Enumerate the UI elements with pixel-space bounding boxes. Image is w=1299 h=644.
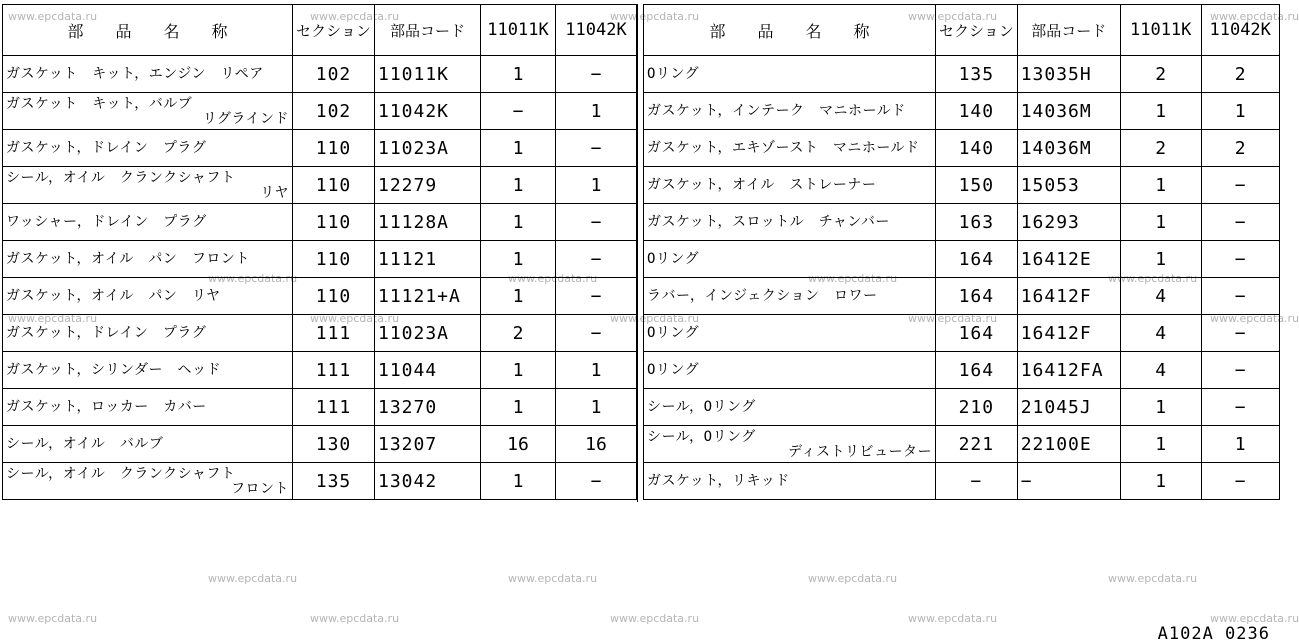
part-name (3, 278, 293, 315)
part-name (644, 278, 936, 315)
table-row (3, 204, 637, 241)
qty-11011k: 1 (1120, 167, 1201, 204)
table-row (644, 389, 1280, 426)
qty-11042k: − (556, 315, 637, 352)
part-code: 11023A (375, 130, 481, 167)
table-row (644, 204, 1280, 241)
section-number: 135 (293, 463, 375, 500)
part-name-line1: ガスケット，シリンダー ヘッド (6, 362, 221, 378)
qty-11042k: 1 (556, 167, 637, 204)
part-name (3, 463, 293, 500)
qty-11042k: − (556, 241, 637, 278)
part-name (644, 204, 936, 241)
watermark-text: www.epcdata.ru (508, 572, 598, 585)
part-name-line1: ガスケット，インテーク マニホールド (647, 103, 906, 119)
table-row (644, 278, 1280, 315)
part-name-line1: Oリング (647, 66, 700, 82)
part-code: 16412F (1017, 278, 1120, 315)
part-name-line1: ガスケット キット，バルブ (6, 95, 193, 112)
part-name (644, 315, 936, 352)
right-header-row (644, 5, 1280, 56)
drawing-reference: A102A 0236 (1157, 624, 1270, 644)
watermark-text: www.epcdata.ru (8, 10, 98, 23)
part-code: 11011K (375, 56, 481, 93)
section-number: 110 (293, 204, 375, 241)
section-number: 164 (936, 352, 1018, 389)
part-name (3, 130, 293, 167)
part-name (3, 167, 293, 204)
part-name (644, 426, 936, 463)
part-name-line1: ガスケット，オイル パン フロント (6, 251, 250, 267)
watermark-text: www.epcdata.ru (908, 612, 998, 625)
part-name-line1: ラバー，インジェクション ロワー (647, 288, 878, 304)
qty-11011k: 1 (1120, 389, 1201, 426)
part-code: 14036M (1017, 93, 1120, 130)
part-code: 21045J (1017, 389, 1120, 426)
table-row (3, 241, 637, 278)
watermark-text: www.epcdata.ru (1108, 272, 1198, 285)
table-row (3, 167, 637, 204)
table-row (3, 278, 637, 315)
part-code: 14036M (1017, 130, 1120, 167)
section-number: 164 (936, 241, 1018, 278)
part-code: 16412F (1017, 315, 1120, 352)
part-name-line1: Oリング (647, 325, 700, 341)
part-code: 13035H (1017, 56, 1120, 93)
table-row (3, 426, 637, 463)
part-name-line1: ガスケット キット，エンジン リペア (6, 66, 264, 82)
part-name (3, 241, 293, 278)
section-number: 110 (293, 241, 375, 278)
part-code: 11042K (375, 93, 481, 130)
qty-11011k: 1 (481, 278, 556, 315)
section-number: 210 (936, 389, 1018, 426)
section-number: 110 (293, 130, 375, 167)
table-row (644, 93, 1280, 130)
part-name-line1: Oリング (647, 251, 700, 267)
part-name-line1: Oリング (647, 362, 700, 378)
part-code: 11128A (375, 204, 481, 241)
qty-11042k: 1 (556, 352, 637, 389)
part-name-line1: ガスケット，オイル パン リヤ (6, 288, 221, 304)
part-name-line1: ワッシャー，ドレイン プラグ (6, 214, 207, 230)
table-row (644, 426, 1280, 463)
watermark-text: www.epcdata.ru (508, 272, 598, 285)
qty-11042k: 1 (1201, 93, 1279, 130)
qty-11042k: 2 (1201, 56, 1279, 93)
qty-11042k: 1 (556, 389, 637, 426)
table-row (3, 389, 637, 426)
qty-11042k: − (556, 463, 637, 500)
qty-11042k: 2 (1201, 130, 1279, 167)
part-code: 12279 (375, 167, 481, 204)
qty-11011k: 2 (1120, 130, 1201, 167)
qty-11042k: − (556, 130, 637, 167)
table-row (644, 463, 1280, 500)
part-name-line1: シール，オイル クランクシャフト (6, 465, 236, 482)
part-name (3, 93, 293, 130)
qty-11011k: 1 (1120, 241, 1201, 278)
table-row (3, 56, 637, 93)
part-code: 13270 (375, 389, 481, 426)
qty-11042k: − (1201, 278, 1279, 315)
watermark-text: www.epcdata.ru (310, 10, 400, 23)
part-name (3, 352, 293, 389)
header-section: セクション (293, 5, 375, 56)
watermark-text: www.epcdata.ru (1210, 612, 1299, 625)
qty-11011k: 4 (1120, 352, 1201, 389)
section-number: 102 (293, 56, 375, 93)
qty-11042k: − (556, 204, 637, 241)
part-name-line1: ガスケット，ドレイン プラグ (6, 140, 207, 156)
table-row (644, 315, 1280, 352)
part-code: 11044 (375, 352, 481, 389)
section-number: 140 (936, 130, 1018, 167)
qty-11042k: − (1201, 167, 1279, 204)
part-name (3, 315, 293, 352)
part-name-line1: ガスケット，ドレイン プラグ (6, 325, 207, 341)
table-row (3, 93, 637, 130)
section-number: 110 (293, 278, 375, 315)
part-name (644, 241, 936, 278)
part-code: 15053 (1017, 167, 1120, 204)
table-row (3, 130, 637, 167)
part-name-line1: ガスケット，オイル ストレーナー (647, 177, 877, 193)
part-code: 16412FA (1017, 352, 1120, 389)
watermark-text: www.epcdata.ru (1108, 572, 1198, 585)
part-name (644, 56, 936, 93)
part-name (644, 352, 936, 389)
watermark-text: www.epcdata.ru (208, 272, 298, 285)
part-code: 11121+A (375, 278, 481, 315)
qty-11042k: − (1201, 389, 1279, 426)
part-name (644, 389, 936, 426)
qty-11011k: 1 (1120, 463, 1201, 500)
part-name-line1: シール，Oリング (647, 428, 756, 445)
section-number: 221 (936, 426, 1018, 463)
part-name (644, 130, 936, 167)
part-name-line1: シール，オイル バルブ (6, 436, 164, 452)
qty-11042k: − (1201, 241, 1279, 278)
part-name (644, 93, 936, 130)
qty-11042k: − (1201, 463, 1279, 500)
qty-11042k: 1 (1201, 426, 1279, 463)
qty-11011k: 16 (481, 426, 556, 463)
qty-11011k: 2 (1120, 56, 1201, 93)
part-code: 13207 (375, 426, 481, 463)
qty-11011k: 1 (481, 352, 556, 389)
part-name (644, 167, 936, 204)
header-kit-11011k: 11011K (481, 5, 556, 56)
table-row (644, 352, 1280, 389)
watermark-text: www.epcdata.ru (908, 10, 998, 23)
qty-11042k: − (556, 56, 637, 93)
qty-11011k: − (481, 93, 556, 130)
qty-11011k: 1 (1120, 204, 1201, 241)
part-code: 11121 (375, 241, 481, 278)
qty-11011k: 1 (481, 56, 556, 93)
part-code: 16412E (1017, 241, 1120, 278)
right-parts-table (643, 4, 1280, 500)
watermark-text: www.epcdata.ru (310, 312, 400, 325)
part-name-line1: ガスケット，ロッカー カバー (6, 399, 207, 415)
table-row (644, 167, 1280, 204)
table-row (3, 352, 637, 389)
qty-11011k: 1 (1120, 426, 1201, 463)
header-kit-11042k: 11042K (1201, 5, 1279, 56)
watermark-text: www.epcdata.ru (1210, 10, 1299, 23)
section-number: 111 (293, 315, 375, 352)
qty-11042k: 1 (556, 93, 637, 130)
watermark-text: www.epcdata.ru (908, 312, 998, 325)
part-code: 22100E (1017, 426, 1120, 463)
watermark-text: www.epcdata.ru (808, 272, 898, 285)
part-name-line1: ガスケット，リキッド (647, 473, 790, 489)
column-divider (637, 4, 638, 502)
part-name (3, 56, 293, 93)
section-number: 111 (293, 389, 375, 426)
qty-11011k: 1 (481, 463, 556, 500)
watermark-text: www.epcdata.ru (1210, 312, 1299, 325)
section-number: 102 (293, 93, 375, 130)
section-number: 140 (936, 93, 1018, 130)
qty-11042k: − (1201, 204, 1279, 241)
part-name-line2: ディストリビューター (788, 443, 932, 460)
watermark-text: www.epcdata.ru (310, 612, 400, 625)
header-section: セクション (936, 5, 1018, 56)
part-name (644, 463, 936, 500)
part-name (3, 426, 293, 463)
part-code: 13042 (375, 463, 481, 500)
section-number: − (936, 463, 1018, 500)
section-number: 110 (293, 167, 375, 204)
header-part-name: 部 品 名 称 (3, 5, 293, 56)
header-part-code: 部品コード (1017, 5, 1120, 56)
watermark-text: www.epcdata.ru (610, 10, 700, 23)
qty-11011k: 1 (1120, 93, 1201, 130)
table-row (644, 241, 1280, 278)
table-row (3, 315, 637, 352)
watermark-text: www.epcdata.ru (808, 572, 898, 585)
qty-11011k: 1 (481, 130, 556, 167)
header-kit-11011k: 11011K (1120, 5, 1201, 56)
table-row (644, 56, 1280, 93)
part-name-line1: シール，オイル クランクシャフト (6, 169, 236, 186)
qty-11011k: 1 (481, 204, 556, 241)
part-name-line2: リヤ (260, 184, 289, 201)
watermark-text: www.epcdata.ru (208, 572, 298, 585)
part-name-line2: リグラインド (202, 110, 289, 127)
left-header-row (3, 5, 637, 56)
table-row (3, 463, 637, 500)
watermark-text: www.epcdata.ru (8, 612, 98, 625)
part-code: 11023A (375, 315, 481, 352)
header-kit-11042k: 11042K (556, 5, 637, 56)
part-name (3, 389, 293, 426)
part-name-line1: ガスケット，エキゾースト マニホールド (647, 140, 920, 156)
section-number: 111 (293, 352, 375, 389)
qty-11011k: 4 (1120, 315, 1201, 352)
section-number: 135 (936, 56, 1018, 93)
section-number: 163 (936, 204, 1018, 241)
qty-11042k: 16 (556, 426, 637, 463)
qty-11042k: − (556, 278, 637, 315)
qty-11011k: 1 (481, 389, 556, 426)
qty-11011k: 1 (481, 241, 556, 278)
header-part-code: 部品コード (375, 5, 481, 56)
table-row (644, 130, 1280, 167)
qty-11011k: 4 (1120, 278, 1201, 315)
part-code: − (1017, 463, 1120, 500)
part-name-line2: フロント (231, 480, 289, 497)
section-number: 164 (936, 278, 1018, 315)
qty-11011k: 1 (481, 167, 556, 204)
watermark-text: www.epcdata.ru (8, 312, 98, 325)
section-number: 130 (293, 426, 375, 463)
section-number: 164 (936, 315, 1018, 352)
header-part-name: 部 品 名 称 (644, 5, 936, 56)
part-name-line1: シール，Oリング (647, 399, 756, 415)
part-name (3, 204, 293, 241)
part-name-line1: ガスケット，スロットル チャンバー (647, 214, 890, 230)
part-code: 16293 (1017, 204, 1120, 241)
watermark-text: www.epcdata.ru (610, 612, 700, 625)
qty-11011k: 2 (481, 315, 556, 352)
watermark-text: www.epcdata.ru (610, 312, 700, 325)
qty-11042k: − (1201, 352, 1279, 389)
left-parts-table (2, 4, 637, 500)
qty-11042k: − (1201, 315, 1279, 352)
section-number: 150 (936, 167, 1018, 204)
